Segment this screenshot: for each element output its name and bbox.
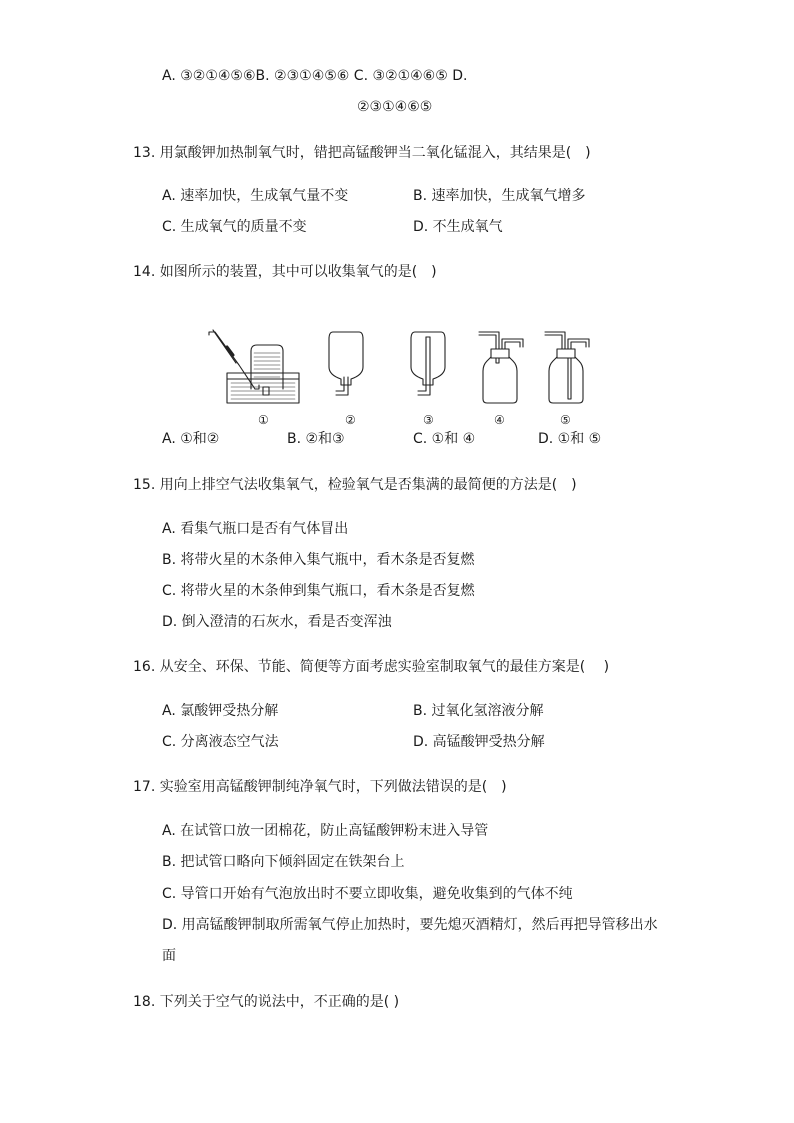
q13-stem: 13. 用氯酸钾加热制氧气时，错把高锰酸钾当二氧化锰混入，其结果是( ) [133,145,591,161]
q13-option-b: B. 速率加快，生成氧气增多 [413,188,586,204]
q13-option-d: D. 不生成氧气 [413,219,503,235]
q14-option-c: C. ①和 ④ [413,431,476,447]
figure-label-3: ③ [423,413,434,427]
q15-option-c: C. 将带火星的木条伸到集气瓶口，看木条是否复燃 [162,583,475,599]
figure-label-2: ② [345,413,356,427]
figure-label-4: ④ [494,413,505,427]
q16-option-d: D. 高锰酸钾受热分解 [413,734,545,750]
q12-options-line1: A. ③②①④⑤⑥B. ②③①④⑤⑥ C. ③②①④⑥⑤ D. [162,68,468,84]
q15-stem: 15. 用向上排空气法收集氧气，检验氧气是否集满的最简便的方法是( ) [133,477,577,493]
apparatus-4-bottle-short-inlet [479,332,523,403]
figure-label-5: ⑤ [560,413,571,427]
q13-option-c: C. 生成氧气的质量不变 [162,219,307,235]
q16-option-b: B. 过氧化氢溶液分解 [413,703,544,719]
apparatus-1-water-trough [209,330,299,403]
q17-option-d-continued: 面 [162,948,176,964]
apparatus-2-inverted-bottle [329,332,363,395]
q16-option-c: C. 分离液态空气法 [162,734,279,750]
q17-option-a: A. 在试管口放一团棉花，防止高锰酸钾粉末进入导管 [162,823,489,839]
q15-option-d: D. 倒入澄清的石灰水，看是否变浑浊 [162,614,392,630]
q16-stem: 16. 从安全、环保、节能、简便等方面考虑实验室制取氧气的最佳方案是( ) [133,659,610,675]
q15-option-b: B. 将带火星的木条伸入集气瓶中，看木条是否复燃 [162,552,475,568]
q12-options-line2: ②③①④⑥⑤ [357,99,433,115]
q14-stem: 14. 如图所示的装置，其中可以收集氧气的是( ) [133,264,437,280]
q14-option-a: A. ①和② [162,431,220,447]
q13-option-a: A. 速率加快，生成氧气量不变 [162,188,349,204]
q17-option-c: C. 导管口开始有气泡放出时不要立即收集，避免收集到的气体不纯 [162,886,573,902]
q16-option-a: A. 氯酸钾受热分解 [162,703,279,719]
q17-option-d: D. 用高锰酸钾制取所需氧气停止加热时，要先熄灭酒精灯，然后再把导管移出水 [162,917,658,933]
q14-option-b: B. ②和③ [287,431,345,447]
q17-stem: 17. 实验室用高锰酸钾制纯净氧气时，下列做法错误的是( ) [133,779,507,795]
q17-option-b: B. 把试管口略向下倾斜固定在铁架台上 [162,854,405,870]
figure-label-1: ① [258,413,269,427]
q14-option-d: D. ①和 ⑤ [538,431,602,447]
q15-option-a: A. 看集气瓶口是否有气体冒出 [162,521,349,537]
apparatus-5-bottle-long-inlet [545,332,589,403]
apparatus-3-inverted-bottle-long-tube [411,332,445,395]
q18-stem: 18. 下列关于空气的说法中，不正确的是( ) [133,994,400,1010]
